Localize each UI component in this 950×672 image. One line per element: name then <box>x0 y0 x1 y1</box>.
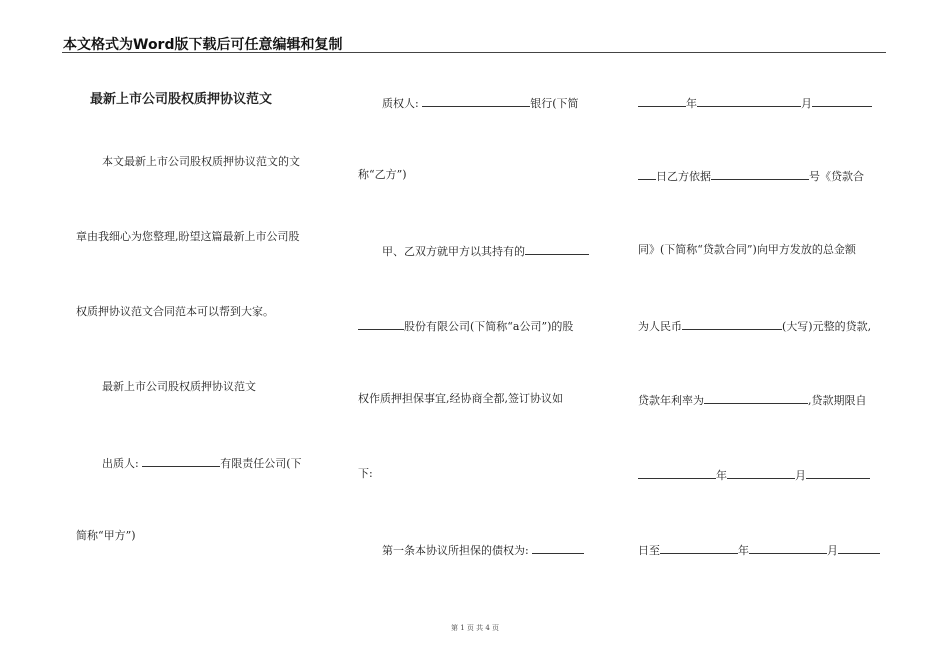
month-label-3: 月 <box>827 544 838 557</box>
pledgor-suffix: 有限责任公司(下 <box>220 457 302 470</box>
debt-blank <box>532 542 584 554</box>
shares-blank <box>525 243 589 255</box>
header-divider <box>62 52 886 53</box>
loan-contract-text: 号《贷款合 <box>809 170 864 183</box>
article-1-line <box>382 542 584 558</box>
rate-blank <box>704 392 808 404</box>
month-blank-3 <box>749 542 827 554</box>
subtitle: 最新上市公司股权质押协议范文 <box>102 380 256 393</box>
year-label-2: 年 <box>716 469 727 482</box>
amount-line <box>638 318 871 334</box>
rate-label: 贷款年利率为 <box>638 394 704 407</box>
interest-rate-line <box>638 392 867 408</box>
contract-number-blank <box>711 168 809 180</box>
month-label-1: 月 <box>801 97 812 110</box>
contract-number-line <box>638 168 864 184</box>
pledgor-name-blank <box>142 455 220 467</box>
day-to-label: 日至 <box>638 544 660 557</box>
intro-line-1: 本文最新上市公司股权质押协议范文的文 <box>102 155 300 168</box>
article-1-text: 第一条本协议所担保的债权为: <box>382 544 529 557</box>
day-blank-3 <box>806 467 870 479</box>
paragraph-text-1: 甲、乙双方就甲方以其持有的 <box>382 245 525 258</box>
date-line-3 <box>638 542 880 558</box>
month-blank-2 <box>727 467 795 479</box>
amount-blank <box>682 318 782 330</box>
pledgee-label: 质权人: <box>382 97 419 110</box>
year-blank-3 <box>660 542 738 554</box>
day-blank-2 <box>638 168 656 180</box>
document-title: 最新上市公司股权质押协议范文 <box>90 92 273 107</box>
page-header-title: 本文格式为Word版下载后可任意编辑和复制 <box>63 37 343 53</box>
day-blank-1 <box>812 95 872 107</box>
pledgor-label: 出质人: <box>102 457 139 470</box>
year-blank-2 <box>638 467 716 479</box>
paragraph-line-3: 权作质押担保事宜,经协商全都,签订协议如 <box>358 392 563 405</box>
date-line-2 <box>638 467 870 483</box>
contract-definition: 同》(下简称“贷款合同”)向甲方发放的总金额 <box>638 243 856 256</box>
intro-line-2: 章由我细心为您整理,盼望这篇最新上市公司股 <box>76 230 300 243</box>
year-label-3: 年 <box>738 544 749 557</box>
day-basis-text: 日乙方依据 <box>656 170 711 183</box>
intro-line-3: 权质押协议范文合同范本可以帮到大家。 <box>76 305 274 318</box>
year-label-1: 年 <box>686 97 697 110</box>
pledgor-line <box>102 455 302 471</box>
month-label-2: 月 <box>795 469 806 482</box>
pledgor-abbr: 简称“甲方”) <box>76 529 136 542</box>
pledgee-abbr: 称“乙方”) <box>358 168 407 181</box>
rmb-label: 为人民币 <box>638 320 682 333</box>
company-name-blank <box>358 318 404 330</box>
paragraph-text-2: 股份有限公司(下简称“a公司”)的股 <box>404 320 574 333</box>
pledgee-line <box>382 95 579 111</box>
year-blank-1 <box>638 95 686 107</box>
page-number: 第 1 页 共 4 页 <box>450 624 500 632</box>
paragraph-line-4: 下: <box>358 467 373 480</box>
day-blank-4 <box>838 542 880 554</box>
paragraph-line-1 <box>382 243 589 259</box>
term-text: ,贷款期限自 <box>808 394 867 407</box>
pledgee-suffix: 银行(下简 <box>530 97 579 110</box>
pledgee-name-blank <box>422 95 530 107</box>
capital-text: (大写)元整的贷款, <box>782 320 872 333</box>
month-blank-1 <box>697 95 801 107</box>
paragraph-line-2 <box>358 318 573 334</box>
date-line-1 <box>638 95 872 111</box>
